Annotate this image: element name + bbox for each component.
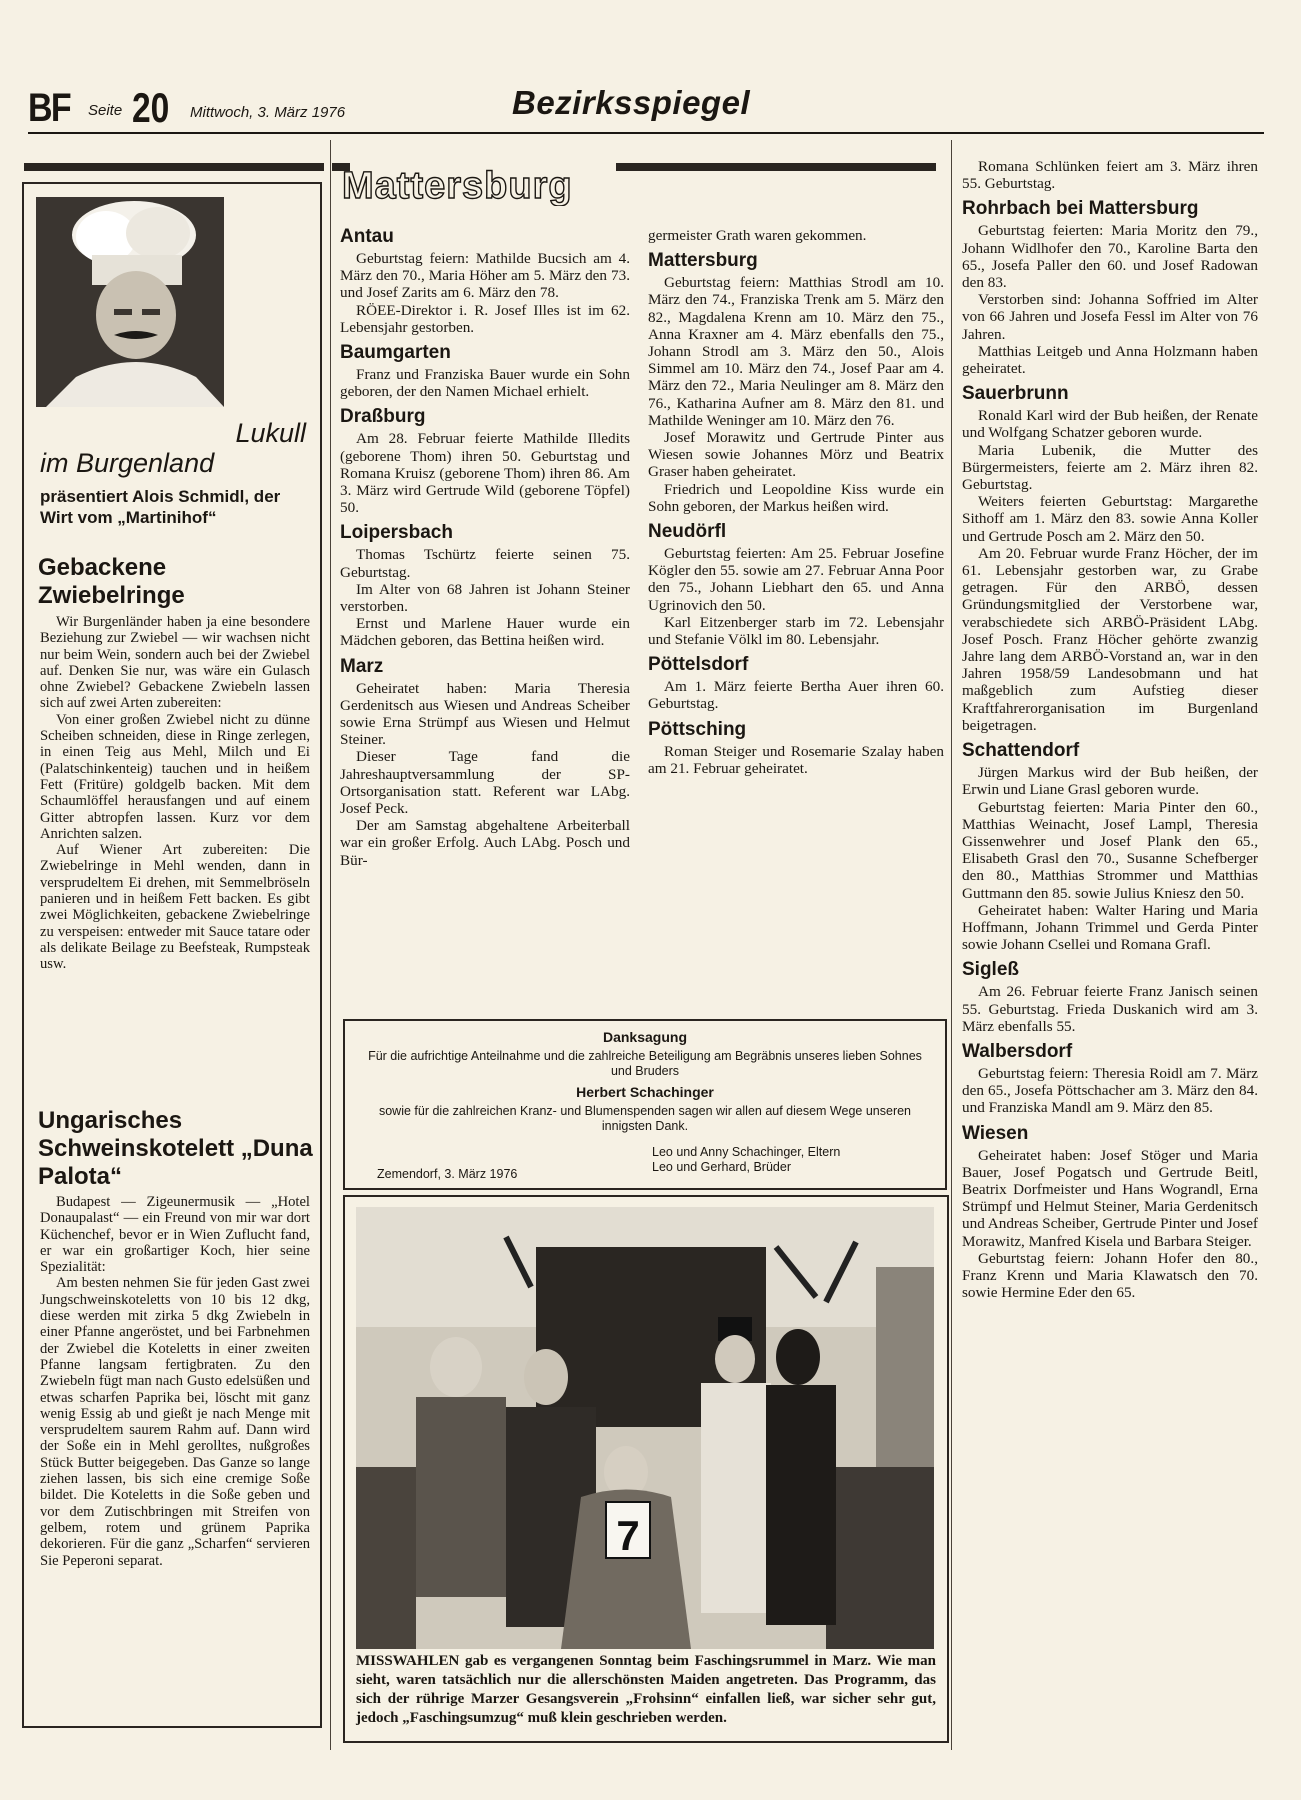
town-heading: Wiesen: [962, 1122, 1029, 1144]
town-heading: Sauerbrunn: [962, 383, 1069, 405]
town-heading: Pöttsching: [648, 718, 747, 740]
notice-signature: Leo und Anny Schachinger, Eltern Leo und Gerhard, Brüder: [652, 1145, 841, 1174]
masthead-rule: [28, 132, 1264, 134]
recipe-body: Wir Burgenländer haben ja eine besondere Beziehung zur Zwiebel — wir wachsen nicht nur beim Wein, sondern auch bei der Zwiebel auf. Denken Sie nur, was wäre ein Gulasch ohne Zwiebel? Gebackene Zwiebeln lassen sich auf zwei Arten zubereiten: Von einer großen Zwiebel nicht zu dünne Scheiben schneiden, diese in Ringe zerlegen, in einen Teig aus Mehl, Milch und Ei (Palatschinkenteig) tauchen und in heißem Fett (Fritüre) goldgelb backen. Mit dem Schaumlöffel herausfangen und auf einem Gitter abtropfen lassen. Kurz vor dem Anrichten salzen. Auf Wiener Art zubereiten: Die Zwiebelringe in Mehl wenden, dann in versprudeltem Ei drehen, mit Semmelbröseln panieren und in heißem Fett backen. Es gibt zwei Möglichkeiten, gebackene Zwiebelringe zu verspeisen: entweder mit Sauce tatare oder als delikate Beilage zu Beefsteak, Rumpsteak usw.: [40, 614, 310, 973]
district-header-text: Mattersburg: [342, 165, 573, 206]
town-heading: Sigleß: [962, 959, 1020, 981]
thank-you-notice: [343, 1019, 947, 1190]
divider-bar: [24, 163, 324, 171]
carnival-photo: [356, 1207, 934, 1649]
town-heading: Schattendorf: [962, 740, 1080, 762]
notice-text: sowie für die zahlreichen Kranz- und Blumenspenden sagen wir allen auf diesem Wege unseren innigsten Dank.: [378, 1104, 912, 1133]
section-title: Bezirksspiegel: [512, 84, 751, 121]
notice-text: Für die aufrichtige Anteilnahme und die zahlreiche Beteiligung am Begräbnis unseres lieben Sohnes und Bruders: [368, 1049, 922, 1078]
news-column: Romana Schlünken feiert am 3. März ihren 55. Geburtstag. Rohrbach bei Mattersburg Geburtstag feierten: Maria Moritz den 79., Johann Widlhofer den 70., Karoline Barta den 65., Josefa Paller den 60. und Josef Radowan den 83. Verstorben sind: Johanna Soffried im Alter von 66 Jahren und Josefa Fessl im Alter von 76 Jahren. Matthias Leitgeb und Anna Holzmann haben geheiratet. Sauerbrunn Ronald Karl wird der Bub heißen, der Renate und Wolfgang Schatzer geboren wurde. Maria Lubenik, die Mutter des Bürgermeisters, feierte am 2. März ihren 82. Geburtstag. Weiters feierten Geburtstag: Margarethe Sithoff am 1. März den 83. sowie Anna Koller und Gertrude Posch am 2. März den 50. Am 20. Februar wurde Franz Höcher, der im 61. Lebensjahr gestorben war, zu Grabe getragen. Für den ARBÖ, dessen Gründungsmitglied der Verstorbene war, verabschiedete sich ARBÖ-Präsident LAbg. Josef Posch. Franz Höcher gehörte zwanzig Jahre lang dem ARBÖ-Vorstand an, war in den Jahren 1958/59 Landesobmann und hat maßgeblich zum Aufstieg dieser Kraftfahrerorganisation im Burgenland beigetragen. Schattendorf Jürgen Markus wird der Bub heißen, der Erwin und Liane Grasl geboren wurde. Geburtstag feierten: Maria Pinter den 60., Matthias Weinacht, Josef Lampl, Theresia Gissenwehrer und Josef Plank den 65., Elisabeth Grasl den 70., Susanne Schefberger den 80., Matthias Strommer und Matthias Guttmann den 85. sowie Julius Kniesz den 50. Geheiratet haben: Walter Haring und Maria Hoffmann, Johann Trimmel und Gerda Pinter sowie Johann Csellei und Romana Grafl. Sigleß Am 26. Februar feierte Franz Janisch seinen 55. Geburtstag. Frieda Duskanich wird am 3. März ebenfalls 55. Walbersdorf Geburtstag feiern: Theresia Roidl am 7. März den 65., Josefa Pöttschacher am 3. März den 84. und Franziska Mandl am 9. März den 85. Wiesen Geheiratet haben: Josef Stöger und Maria Bauer, Josef Pogatsch und Gertrude Beitl, Beatrix Dorfmeister und Hans Wograndl, Erna Strümpf und Helmut Steiner, Maria Gerdenitsch und Andreas Scheiber, Gertrude Pinter und Josef Morawitz, Manfred Kisela und Barbara Steiger. Geburtstag feiern: Johann Hofer den 80., Franz Krenn und Maria Klawatsch den 70. sowie Hermine Eder den 65.: [962, 158, 1258, 1302]
town-heading: Neudörfl: [648, 521, 727, 543]
column-rule: [330, 140, 331, 1750]
photo-caption: MISSWAHLEN gab es vergangenen Sonntag beim Faschingsrummel in Marz. Wie man sieht, waren tatsächlich nur die allerschönsten Maiden angetreten. Das Programm, das sich der rührige Marzer Gesangsverein „Frohsinn“ einfallen ließ, war sicher sehr gut, jedoch „Faschingsumzug“ muß klein geschrieben werden.: [356, 1653, 936, 1726]
town-heading: Loipersbach: [340, 522, 453, 544]
recipe-byline: präsentiert Alois Schmidl, der Wirt vom „Martinihof“: [40, 487, 281, 527]
town-heading: Mattersburg: [648, 250, 758, 272]
recipe-title: Ungarisches Schweinskotelett „Duna Palota“: [38, 1107, 313, 1190]
notice-place-date: Zemendorf, 3. März 1976: [377, 1167, 518, 1181]
notice-name: Herbert Schachinger: [576, 1084, 714, 1100]
column-rule: [951, 140, 952, 1750]
page-label: Seite: [88, 102, 123, 119]
recipe-body: Budapest — Zigeunermusik — „Hotel Donaupalast“ — ein Freund von mir war dort Küchenchef, bevor er in Wien Zuflucht fand, er war ein großartiger Koch, hier seine Spezialität: Am besten nehmen Sie für jeden Gast zwei Jungschweinskoteletts von 10 bis 12 dkg, diese werden mit zirka 5 dkg Zwiebeln in einer Pfanne angeröstet, und bei Farbnehmen der Zwiebel die Koteletts in einer zweiten Pfanne langsam fertigbraten. Zu den Zwiebeln fügt man nach Gusto edelsüßen und etwas scharfen Paprika bei, löscht mit ganz wenig Essig ab und gießt je nach Menge mit versprudeltem saurem Rahm auf. Dann wird der Soße ein in Mehl gerolltes, nußgroßes Stück Butter beigegeben. Das Ganze so lange ziehen lassen, bis sich eine cremige Soße bildet. Die Koteletts in die Soße geben und vor dem Zutischbringen mit Streifen von gelbem, rotem und grünem Paprika dekorieren. Für die ganz „Scharfen“ servieren Sie Peperoni separat.: [40, 1194, 310, 1569]
chef-photo: [36, 197, 224, 407]
news-column: germeister Grath waren gekommen. Mattersburg Geburtstag feiern: Matthias Strodl am 10. März den 74., Franziska Trenk am 5. März den 82., Magdalena Krenn am 10. März den 75., Anna Kraxner am 4. März ebenfalls den 75., Johann Strodl am 3. März den 50., Alois Simmel am 10. März den 74., Josef Paar am 4. März den 72., Maria Neulinger am 8. März den 76., Katharina Aufner am 8. März den 81. und Mathilde Weninger am 10. März den 76. Josef Morawitz und Gertrude Pinter aus Wiesen sowie Johannes Mörz und Beatrix Graser haben geheiratet. Friedrich und Leopoldine Kiss wurde ein Sohn geboren, der Markus heißen wird. Neudörfl Geburtstag feierten: Am 25. Februar Josefine Kögler den 55. sowie am 27. Februar Anna Poor den 75., Johann Liebhart den 65. und Anna Ugrinovich den 50. Karl Eitzenberger starb im 72. Lebensjahr und Stefanie Völkl im 80. Lebensjahr. Pöttelsdorf Am 1. März feierte Bertha Auer ihren 60. Geburtstag. Pöttsching Roman Steiger und Rosemarie Szalay haben am 21. Februar geheiratet.: [648, 227, 944, 777]
divider-bar: [616, 163, 936, 171]
issue-date: Mittwoch, 3. März 1976: [190, 104, 346, 121]
notice-title: Danksagung: [602, 1029, 687, 1045]
recipe-title: Gebackene Zwiebelringe: [38, 554, 185, 609]
town-heading: Pöttelsdorf: [648, 654, 749, 676]
town-heading: Antau: [340, 226, 394, 247]
recipe-column-title: Lukull im Burgenland: [40, 418, 306, 478]
news-column: Antau Geburtstag feiern: Mathilde Bucsich am 4. März den 70., Maria Höher am 5. März den 73. und Josef Zarits am 6. März den 78. RÖEE-Direktor i. R. Josef Illes ist im 62. Lebensjahr gestorben. Baumgarten Franz und Franziska Bauer wurde ein Sohn geboren, der den Namen Michael erhielt. Draßburg Am 28. Februar feierte Mathilde Illedits (geborene Thom) ihren 50. Geburtstag und Romana Kruisz (geborene Thom) ihren 86. Am 3. März wird Gertrude Wild (geborene Töpfel) 50. Loipersbach Thomas Tschürtz feierte seinen 75. Geburtstag. Im Alter von 68 Jahren ist Johann Steiner verstorben. Ernst und Marlene Hauer wurde ein Mädchen geboren, das Bettina heißen wird. Marz Geheiratet haben: Maria Theresia Gerdenitsch aus Wiesen und Andreas Scheiber sowie Erna Strümpf aus Wiesen und Helmut Steiner. Dieser Tage fand die Jahreshauptversammlung der SP-Ortsorganisation statt. Referent war LAbg. Josef Peck. Der am Samstag abgehaltene Arbeiterball war ein großer Erfolg. Auch LAbg. Posch und Bür-: [340, 226, 630, 869]
town-heading: Rohrbach bei Mattersburg: [962, 198, 1199, 220]
number-card: 7: [616, 1512, 640, 1559]
town-heading: Marz: [340, 655, 384, 677]
page-number: 20: [132, 84, 170, 131]
town-heading: Draßburg: [340, 406, 426, 428]
town-heading: Baumgarten: [340, 342, 451, 364]
town-heading: Walbersdorf: [962, 1040, 1073, 1062]
newspaper-logo: BF: [28, 86, 70, 130]
district-header: [338, 162, 608, 206]
